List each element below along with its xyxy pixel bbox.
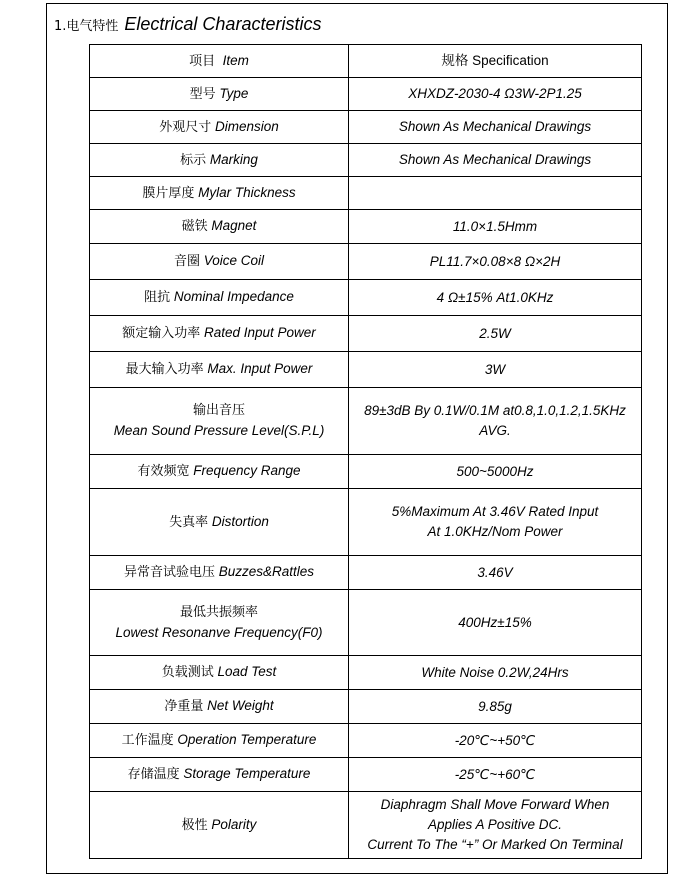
- item-label-cn: 失真率: [169, 514, 209, 530]
- spec-header-label: 规格 Specification: [441, 53, 549, 68]
- item-label-cn: 最大输入功率: [125, 362, 204, 377]
- spec-cell: [349, 455, 642, 489]
- spec-value: Applies A Positive DC.: [427, 817, 563, 832]
- item-cell: [90, 656, 349, 690]
- item-label-cn: 工作温度: [121, 733, 174, 748]
- spec-cell: [349, 111, 642, 144]
- item-cell: [90, 144, 349, 177]
- section-heading-cn: 1.电气特性: [54, 19, 119, 34]
- spec-cell: [349, 792, 642, 859]
- table-row-header: [90, 45, 642, 78]
- item-label-en: Nominal Impedance: [173, 289, 294, 304]
- table-row: [90, 352, 642, 388]
- spec-cell: [349, 177, 642, 210]
- table-row: [90, 316, 642, 352]
- item-label-en: Frequency Range: [193, 463, 301, 478]
- section-heading-en: Electrical Characteristics: [124, 14, 322, 34]
- item-label-cn: 阻抗: [144, 290, 171, 305]
- item-label-en: Rated Input Power: [203, 325, 316, 340]
- item-label-cn: 外观尺寸: [159, 119, 212, 135]
- spec-value: At 1.0KHz/Nom Power: [427, 524, 563, 539]
- spec-value: AVG.: [479, 423, 511, 438]
- item-label-cn: 有效频宽: [137, 464, 190, 479]
- table-row: [90, 111, 642, 144]
- item-label-en: Max. Input Power: [207, 361, 313, 376]
- table-row: [90, 556, 642, 590]
- item-label-cn: 净重量: [164, 699, 204, 714]
- item-cell: [90, 177, 349, 210]
- item-label-en: Storage Temperature: [183, 766, 311, 781]
- table-row: [90, 590, 642, 656]
- table-row: [90, 792, 642, 859]
- table-row: [90, 244, 642, 280]
- item-label-en: Operation Temperature: [177, 732, 317, 747]
- item-label-en: Type: [219, 85, 249, 101]
- item-label-en: Dimension: [215, 118, 279, 134]
- item-cell: [90, 316, 349, 352]
- spec-cell: [349, 144, 642, 177]
- item-cell: [90, 690, 349, 724]
- table-row: [90, 78, 642, 111]
- spec-value: 3W: [484, 361, 506, 377]
- item-label-cn: 型号: [189, 86, 216, 102]
- item-label-en: Item: [222, 52, 249, 68]
- item-label-cn: 额定输入功率: [122, 326, 201, 341]
- table-row: [90, 724, 642, 758]
- spec-value: Shown As Mechanical Drawings: [398, 152, 592, 167]
- electrical-characteristics-table: [89, 44, 642, 859]
- spec-value: Current To The “+” Or Marked On Terminal: [367, 837, 623, 852]
- spec-cell: [349, 316, 642, 352]
- item-label-en: Mylar Thickness: [198, 184, 296, 200]
- table-row: [90, 690, 642, 724]
- item-label-cn: 负载测试: [161, 665, 214, 680]
- item-label-en: Magnet: [211, 218, 257, 233]
- spec-value: 500~5000Hz: [456, 463, 534, 479]
- spec-cell: [349, 210, 642, 244]
- table-row: [90, 144, 642, 177]
- item-label-cn: 项目: [189, 53, 216, 69]
- item-cell: [90, 352, 349, 388]
- item-cell: [90, 590, 349, 656]
- spec-value: 2.5W: [479, 325, 511, 341]
- table-row: [90, 210, 642, 244]
- spec-cell: [349, 352, 642, 388]
- item-label-cn: 存储温度: [127, 767, 180, 782]
- item-label-en: Marking: [209, 151, 258, 167]
- table-row: [90, 455, 642, 489]
- item-label-en: Lowest Resonanve Frequency(F0): [115, 624, 323, 640]
- spec-cell: [349, 45, 642, 78]
- spec-value: Diaphragm Shall Move Forward When: [380, 797, 610, 812]
- table-row: [90, 388, 642, 455]
- item-cell: [90, 455, 349, 489]
- spec-cell: [349, 556, 642, 590]
- spec-value: 89±3dB By 0.1W/0.1M at0.8,1.0,1.2,1.5KHz: [364, 403, 626, 418]
- item-cell: [90, 111, 349, 144]
- item-label-cn: 标示: [180, 152, 207, 168]
- spec-value: 3.46V: [477, 564, 513, 580]
- spec-cell: [349, 280, 642, 316]
- item-label-en: Polarity: [211, 816, 257, 832]
- spec-value: XHXDZ-2030-4 Ω3W-2P1.25: [408, 86, 582, 101]
- spec-cell: [349, 758, 642, 792]
- table-row: [90, 656, 642, 690]
- spec-value: PL11.7×0.08×8 Ω×2H: [429, 253, 561, 269]
- item-cell: [90, 210, 349, 244]
- item-label-cn: 极性: [181, 817, 208, 833]
- spec-value: 9.85g: [478, 698, 512, 714]
- spec-cell: [349, 690, 642, 724]
- item-cell: [90, 280, 349, 316]
- item-label-cn: 异常音试验电压: [123, 565, 215, 580]
- spec-cell: [349, 724, 642, 758]
- spec-cell: [349, 656, 642, 690]
- spec-cell: [349, 244, 642, 280]
- spec-value: Shown As Mechanical Drawings: [398, 119, 592, 134]
- item-label-en: Net Weight: [207, 698, 274, 713]
- item-label-cn: 膜片厚度: [142, 185, 195, 201]
- spec-value: 11.0×1.5Hmm: [452, 218, 538, 234]
- item-label-en: Load Test: [217, 664, 277, 679]
- spec-cell: [349, 78, 642, 111]
- spec-value: 400Hz±15%: [458, 614, 532, 630]
- table-row: [90, 177, 642, 210]
- section-heading: [54, 13, 321, 38]
- table-row: [90, 489, 642, 556]
- item-label-en: Voice Coil: [203, 253, 265, 268]
- item-label-cn: 输出音压: [192, 403, 245, 418]
- spec-value: 5%Maximum At 3.46V Rated Input: [391, 504, 599, 519]
- spec-cell: [349, 388, 642, 455]
- spec-cell: [349, 489, 642, 556]
- spec-value: -25℃~+60℃: [454, 766, 536, 782]
- item-cell: [90, 78, 349, 111]
- item-label-cn: 磁铁: [181, 219, 208, 234]
- item-cell: [90, 45, 349, 78]
- table-row: [90, 280, 642, 316]
- spec-value: 4 Ω±15% At1.0KHz: [436, 289, 554, 305]
- item-label-cn: 最低共振频率: [179, 604, 258, 620]
- item-label-cn: 音圈: [173, 254, 200, 269]
- item-cell: [90, 244, 349, 280]
- spec-value: -20℃~+50℃: [454, 732, 536, 748]
- item-cell: [90, 388, 349, 455]
- item-label-en: Mean Sound Pressure Level(S.P.L): [113, 423, 325, 438]
- table-row: [90, 758, 642, 792]
- spec-cell: [349, 590, 642, 656]
- item-cell: [90, 556, 349, 590]
- item-cell: [90, 758, 349, 792]
- item-cell: [90, 724, 349, 758]
- item-cell: [90, 489, 349, 556]
- item-label-en: Distortion: [211, 513, 269, 529]
- item-label-en: Buzzes&Rattles: [218, 564, 315, 579]
- item-cell: [90, 792, 349, 859]
- spec-value: White Noise 0.2W,24Hrs: [421, 664, 569, 680]
